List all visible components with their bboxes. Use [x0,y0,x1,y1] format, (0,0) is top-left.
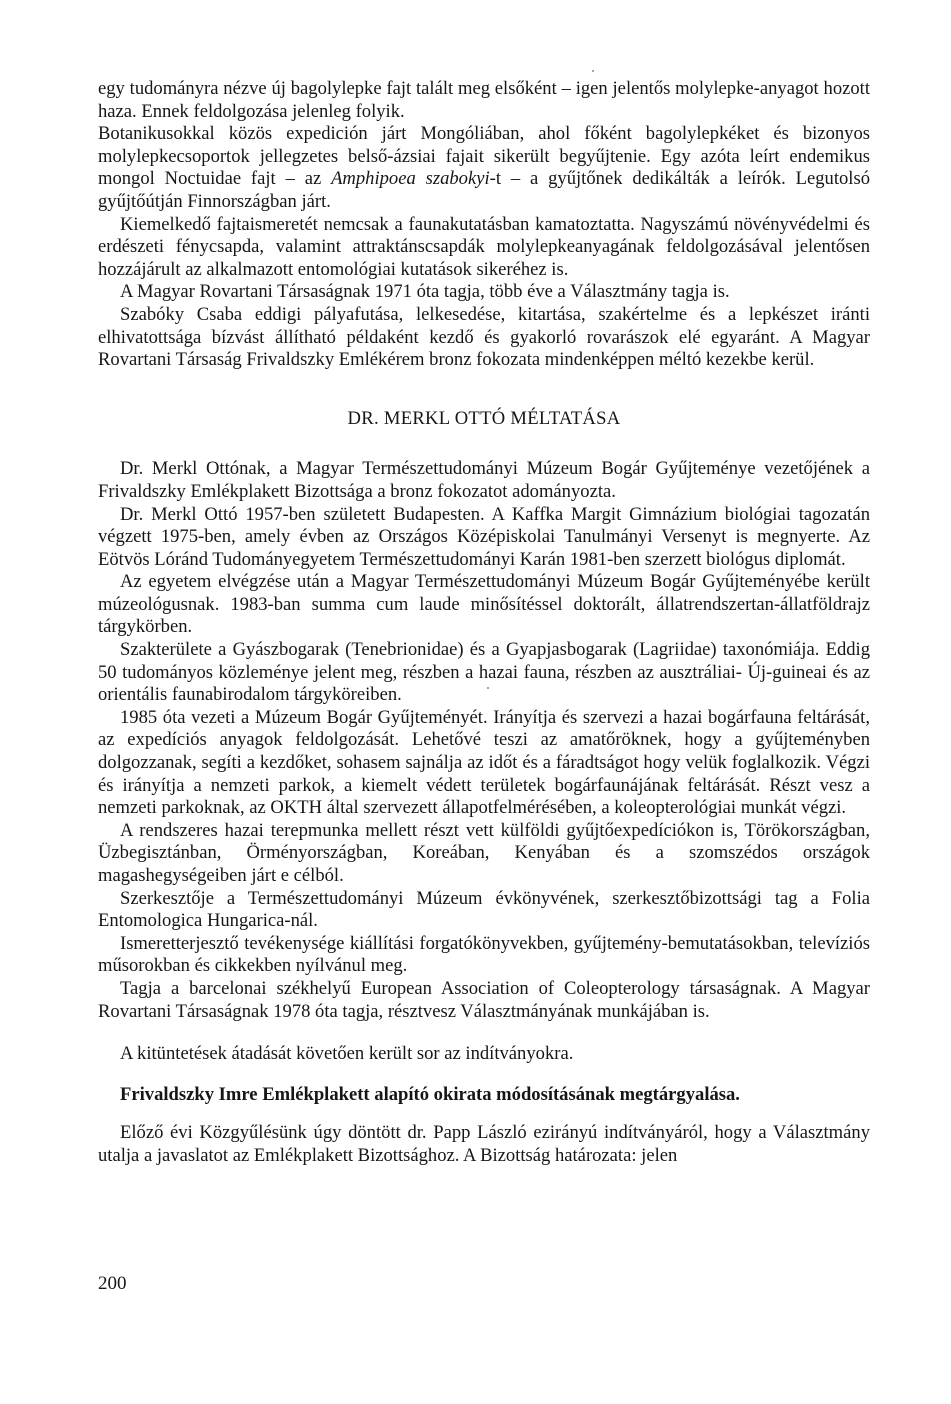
intro-text: A Magyar Rovartani Társaságnak 1971 óta tagja, több éve a Választmány tagja is. [120,281,730,303]
document-page [98,78,870,1168]
intro-text: Botanikusokkal közös expedición járt Mongóliában, ahol főként bagolylepkéket és bizonyos molylepkecsoportok jellegzetes belső-ázsiai fajait sikerült begyűjtenie. Egy azóta leírt endemikus mongol Noctuidae fajt – az [98,123,870,190]
intro-paragraph-3 [98,214,870,282]
merkl-paragraph: 1985 óta vezeti a Múzeum Bogár Gyűjteményét. Irányítja és szervezi a hazai bogárfauna feltárását, az expedíciós anyagok feldolgozását. Lehetővé teszi az amatőröknek, hogy a gyűjteményben dolgozzanak, segíti a kezdőket, sohasem sajnálja az időt és a fáradtságot hogy velük foglalkozik. Végzi és irányítja a nemzeti parkok, a kiemelt védett területek bogárfaunájának feltárását. Részt vesz a nemzeti parkoknak, az OKTH által szervezett állapotfelmérésében, a koleopterológiai munkát végzi. [98,706,870,819]
merkl-paragraph: A rendszeres hazai terepmunka mellett részt vett külföldi gyűjtőexpedíciókon is, Törökországban, Üzbegisztánban, Örményországban, Koreában, Kenyában és a szomszédos országok magashegységeiben járt e célból. [98,819,870,886]
intro-text: egy tudományra nézve új bagolylepke fajt talált meg elsőként – igen jelentős molylepke-anyagot hozott haza. Ennek feldolgozása jelenleg folyik. [98,78,870,122]
intro-text: -t – a gyűjtőnek dedikálták a leírók. Legutolsó gyűjtőútján Finnországban járt. [98,168,870,212]
species-name: Amphipoea szabokyi [331,168,490,190]
merkl-paragraph: Szerkesztője a Természettudományi Múzeum évkönyvének, szerkesztőbizottsági tag a Folia Entomologica Hungarica-nál. [98,887,870,932]
merkl-paragraph: Dr. Merkl Ottónak, a Magyar Természettudományi Múzeum Bogár Gyűjteménye vezetőjének a Frivaldszky Emlékplakett Bizottsága a bronz fokozatot adományozta. [98,458,870,502]
final-paragraph: Előző évi Közgyűlésünk úgy döntött dr. Papp László ezirányú indítványáról, hogy a Választmány utalja a javaslatot az Emlékplakett Bizottsághoz. A Bizottság határozata: jelen [98,1122,870,1166]
page-number: 200 [98,1273,127,1294]
intro-paragraph-4 [98,281,870,304]
intro-paragraph-2 [98,123,870,213]
section-heading: DR. MERKL OTTÓ MÉLTATÁSA [347,407,621,429]
intro-text: Szabóky Csaba eddigi pályafutása, lelkesedése, kitartása, szakértelme és a lepkészet iránti elhivatottsága bízvást állítható példaként kezdő és gyakorló rovarászok elé egyaránt. A Magyar Rovartani Társaság Frivaldszky Emlékérem bronz fokozata mindenképpen méltó kezekbe kerül. [98,303,870,371]
intro-paragraph-5 [98,304,870,372]
intro-text: Kiemelkedő fajtaismeretét nemcsak a faunakutatásban kamatoztatta. Nagyszámú növényvédelmi és erdészeti fénycsapda, valamint attraktánscsapdák molylepkeanyagának feldolgozásával jelentősen hozzájárult az alkalmazott entomológiai kutatások sikeréhez is. [98,213,870,280]
intro-paragraph-1 [98,78,870,123]
merkl-paragraph: Ismeretterjesztő tevékenysége kiállítási forgatókönyvekben, gyűjtemény-bemutatásokban, televíziós műsorokban és cikkekben nyílvánul meg. [98,932,870,977]
merkl-paragraph: Szakterülete a Gyászbogarak (Tenebrionidae) és a Gyapjasbogarak (Lagriidae) taxonómiája. Eddig 50 tudományos közleménye jelent meg, részben a hazai fauna, részben az ausztráliai- Új-guineai és az orientális faunabirodalom tárgyköreiben. [98,639,870,706]
agenda-heading: Frivaldszky Imre Emlékplakett alapító okirata módosításának megtárgyalása. [120,1083,740,1105]
scan-speck [592,70,594,72]
merkl-paragraph: Tagja a barcelonai székhelyű European Association of Coleopterology társaságnak. A Magyar Rovartani Társaságnak 1978 óta tagja, résztvesz Választmányának munkájában is. [98,977,870,1022]
proposals-line: A kitüntetések átadását követően került sor az indítványokra. [120,1043,574,1065]
merkl-paragraph: Dr. Merkl Ottó 1957-ben született Budapesten. A Kaffka Margit Gimnázium biológiai tagozatán végzett 1975-ben, amely évben az Országos Középiskolai Tanulmányi Versenyt is megnyerte. Az Eötvös Lóránd Tudományegyetem Természettudományi Karán 1981-ben szerzett biológus diplomát. [98,503,870,570]
merkl-paragraph: Az egyetem elvégzése után a Magyar Természettudományi Múzeum Bogár Gyűjteményébe került múzeológusnak. 1983-ban summa cum laude minősítéssel doktorált, állatrendszertan-állatföldrajz tárgykörben. [98,571,870,638]
